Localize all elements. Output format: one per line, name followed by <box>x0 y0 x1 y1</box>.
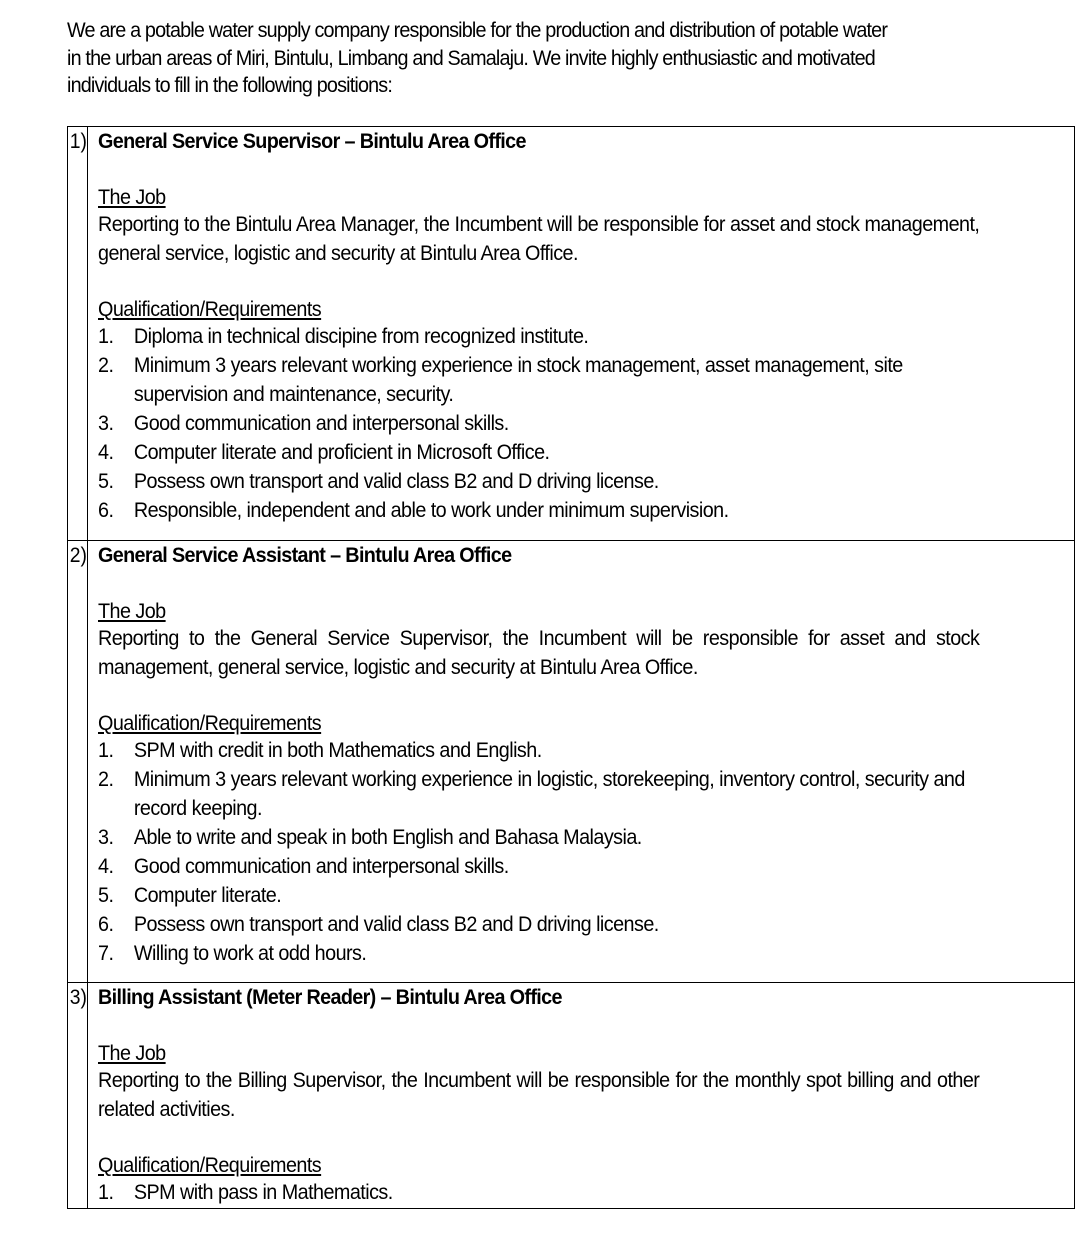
position-number: 1) <box>69 130 87 153</box>
position-number: 2) <box>69 544 87 567</box>
requirement-item: 4. Computer literate and proficient in Microsoft Office. <box>97 440 550 464</box>
job-description: Reporting to the General Service Supervisor, the Incumbent will be responsible for asset and stock management, general service, logistic and security at Bintulu Area Office. <box>97 626 980 679</box>
job-heading: The Job <box>97 185 166 209</box>
requirement-item: 4. Good communication and interpersonal skills. <box>97 854 509 878</box>
job-heading: The Job <box>97 1041 166 1065</box>
requirements-list <box>98 322 989 525</box>
position-row <box>68 541 1075 983</box>
intro-line: in the urban areas of Miri, Bintulu, Limbang and Samalaju. We invite highly enthusiastic and motivated <box>67 45 875 70</box>
requirements-heading: Qualification/Requirements <box>97 1153 321 1177</box>
position-content-cell <box>87 541 1074 983</box>
job-description: Reporting to the Billing Supervisor, the Incumbent will be responsible for the monthly spot billing and other related activities. <box>97 1068 980 1121</box>
requirement-item: 6. Responsible, independent and able to work under minimum supervision. <box>97 498 729 522</box>
requirements-list <box>98 1178 989 1207</box>
position-title: General Service Supervisor – Bintulu Area Office <box>97 129 526 153</box>
position-title: Billing Assistant (Meter Reader) – Bintulu Area Office <box>97 985 562 1009</box>
requirement-item: 1. Diploma in technical discipine from recognized institute. <box>97 324 589 348</box>
requirement-item: 3. Able to write and speak in both English and Bahasa Malaysia. <box>97 825 642 849</box>
requirements-list <box>98 736 989 968</box>
requirement-item: 3. Good communication and interpersonal skills. <box>97 411 509 435</box>
position-number-cell <box>68 541 88 983</box>
requirement-item: 2. Minimum 3 years relevant working experience in logistic, storekeeping, inventory control, security and record keeping. <box>97 767 965 820</box>
position-content-cell <box>87 983 1074 1209</box>
requirement-item: 5. Computer literate. <box>97 883 281 907</box>
job-description: Reporting to the Bintulu Area Manager, the Incumbent will be responsible for asset and stock management, general service, logistic and security at Bintulu Area Office. <box>97 212 980 265</box>
requirements-heading: Qualification/Requirements <box>97 297 321 321</box>
requirement-item: 2. Minimum 3 years relevant working experience in stock management, asset management, site supervision and maintenance, security. <box>97 353 903 406</box>
requirement-item: 7. Willing to work at odd hours. <box>97 941 367 965</box>
positions-table <box>67 126 1075 1209</box>
requirements-heading: Qualification/Requirements <box>97 711 321 735</box>
position-content-cell <box>87 127 1074 541</box>
position-row <box>68 127 1075 541</box>
requirement-item: 6. Possess own transport and valid class B2 and D driving license. <box>97 912 659 936</box>
requirement-item: 1. SPM with pass in Mathematics. <box>97 1180 393 1204</box>
position-number: 3) <box>69 986 87 1009</box>
position-number-cell <box>68 127 88 541</box>
intro-line: We are a potable water supply company responsible for the production and distribution of potable water <box>67 18 888 42</box>
intro-paragraph <box>67 17 1024 100</box>
requirement-item: 1. SPM with credit in both Mathematics and English. <box>97 738 542 762</box>
position-number-cell <box>68 983 88 1209</box>
job-heading: The Job <box>97 599 166 623</box>
requirement-item: 5. Possess own transport and valid class B2 and D driving license. <box>97 469 659 493</box>
position-row <box>68 983 1075 1209</box>
position-title: General Service Assistant – Bintulu Area Office <box>97 543 512 567</box>
intro-line: individuals to fill in the following positions: <box>67 73 393 97</box>
